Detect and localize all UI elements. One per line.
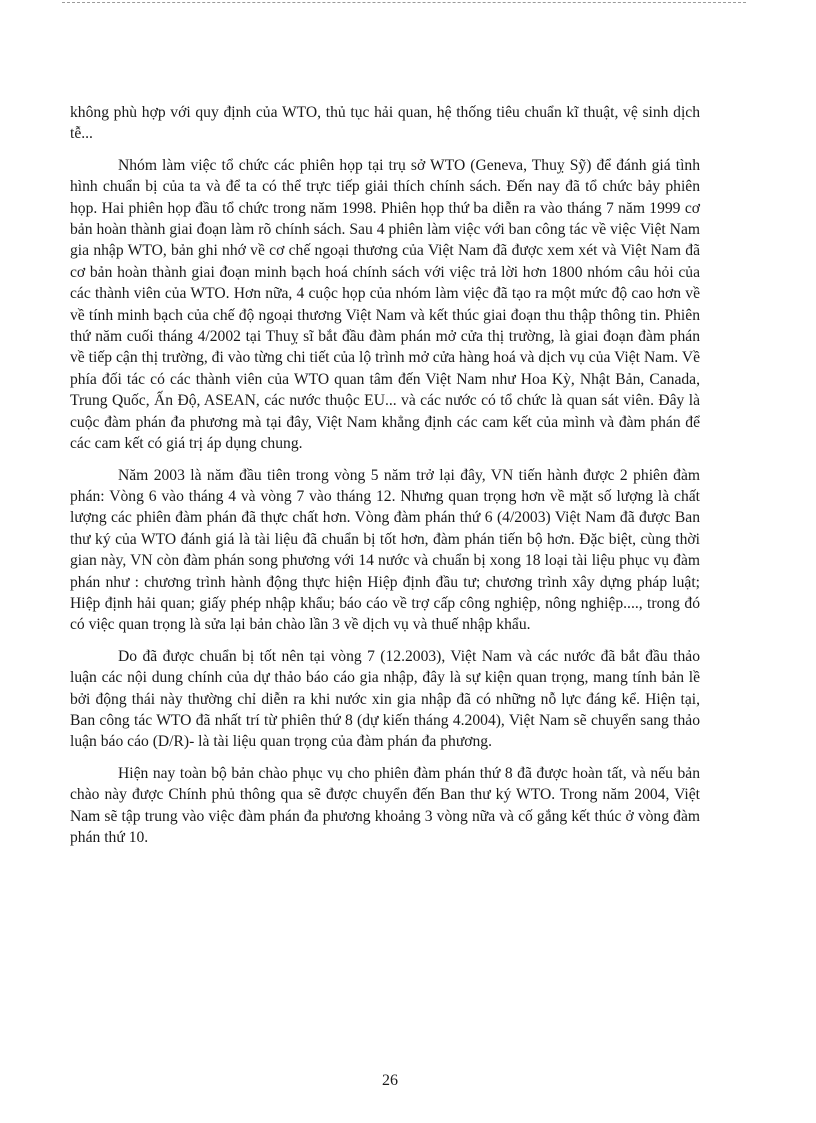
page-number: 26 [382, 1072, 398, 1089]
body-text [70, 102, 700, 858]
header-rule [62, 2, 746, 3]
paragraph-round-7: Do đã được chuẩn bị tốt nên tại vòng 7 (12.2003), Việt Nam và các nước đã bắt đầu thảo luận các nội dung chính của dự thảo báo cáo gia nhập, đây là sự kiện quan trọng, mang tính bản lề bởi động thái này thường chỉ diễn ra khi nước xin gia nhập đã có những nỗ lực đáng kể. Hiện tại, Ban công tác WTO đã nhất trí từ phiên thứ 8 (dự kiến tháng 4.2004), Việt Nam sẽ chuyển sang thảo luận báo cáo (D/R)- là tài liệu quan trọng của đàm phán đa phương. [70, 647, 700, 751]
paragraph-continuation: không phù hợp với quy định của WTO, thủ tục hải quan, hệ thống tiêu chuẩn kĩ thuật, vệ sinh dịch tễ... [70, 104, 700, 143]
paragraph-2003-rounds: Năm 2003 là năm đầu tiên trong vòng 5 năm trở lại đây, VN tiến hành được 2 phiên đàm phán: Vòng 6 vào tháng 4 và vòng 7 vào tháng 12. Nhưng quan trọng hơn về mặt số lượng là chất lượng các phiên đàm phán đã thực chất hơn. Vòng đàm phán thứ 6 (4/2003) Việt Nam đã được Ban thư ký của WTO đánh giá là tài liệu đã chuẩn bị tốt hơn, đàm phán tiến bộ hơn. Đặc biệt, cùng thời gian này, VN còn đàm phán song phương với 14 nước và chuẩn bị xong 18 loại tài liệu phục vụ đàm phán như : chương trình hành động thực hiện Hiệp định đầu tư; chương trình xây dựng pháp luật; Hiệp định hải quan; giấy phép nhập khẩu; báo cáo về trợ cấp công nghiệp, nông nghiệp...., trong đó có việc quan trọng là sửa lại bản chào lần 3 về dịch vụ và thuế nhập khẩu. [70, 466, 700, 634]
paragraph-working-group: Nhóm làm việc tổ chức các phiên họp tại trụ sở WTO (Geneva, Thuỵ Sỹ) để đánh giá tình hình chuẩn bị của ta và để ta có thể trực tiếp giải thích chính sách. Đến nay đã tổ chức bảy phiên họp. Hai phiên họp đầu tổ chức trong năm 1998. Phiên họp thứ ba diễn ra vào tháng 7 năm 1999 cơ bản hoàn thành giai đoạn làm rõ chính sách. Sau 4 phiên làm việc với ban công tác về việc Việt Nam gia nhập WTO, bản ghi nhớ về cơ chế ngoại thương của Việt Nam đã được xem xét và Việt Nam đã cơ bản hoàn thành giai đoạn minh bạch hoá chính sách với việc trả lời hơn 1800 nhóm câu hỏi của các thành viên của WTO. Hơn nữa, 4 cuộc họp của nhóm làm việc đã tạo ra một mức độ cao hơn về về tính minh bạch của chế độ ngoại thương Việt Nam và kết thúc giai đoạn thu thập thông tin. Phiên thứ năm cuối tháng 4/2002 tại Thuỵ sĩ bắt đầu đàm phán mở cửa thị trường, là giai đoạn đàm phán về tiếp cận thị trường, đi vào từng chi tiết của lộ trình mở cửa hàng hoá và dịch vụ của Việt Nam. Về phía đối tác có các thành viên của WTO quan tâm đến Việt Nam như Hoa Kỳ, Nhật Bản, Canada, Trung Quốc, Ấn Độ, ASEAN, các nước thuộc EU... và các nước có tổ chức là quan sát viên. Đây là cuộc đàm phán đa phương mà tại đây, Việt Nam khẳng định các cam kết của mình và đàm phán để các cam kết có giá trị áp dụng chung. [70, 156, 700, 453]
paragraph-current-status: Hiện nay toàn bộ bản chào phục vụ cho phiên đàm phán thứ 8 đã được hoàn tất, và nếu bản chào này được Chính phủ thông qua sẽ được chuyển đến Ban thư ký WTO. Trong năm 2004, Việt Nam sẽ tập trung vào việc đàm phán đa phương khoảng 3 vòng nữa và cố gắng kết thúc ở vòng đàm phán thứ 10. [70, 764, 700, 846]
